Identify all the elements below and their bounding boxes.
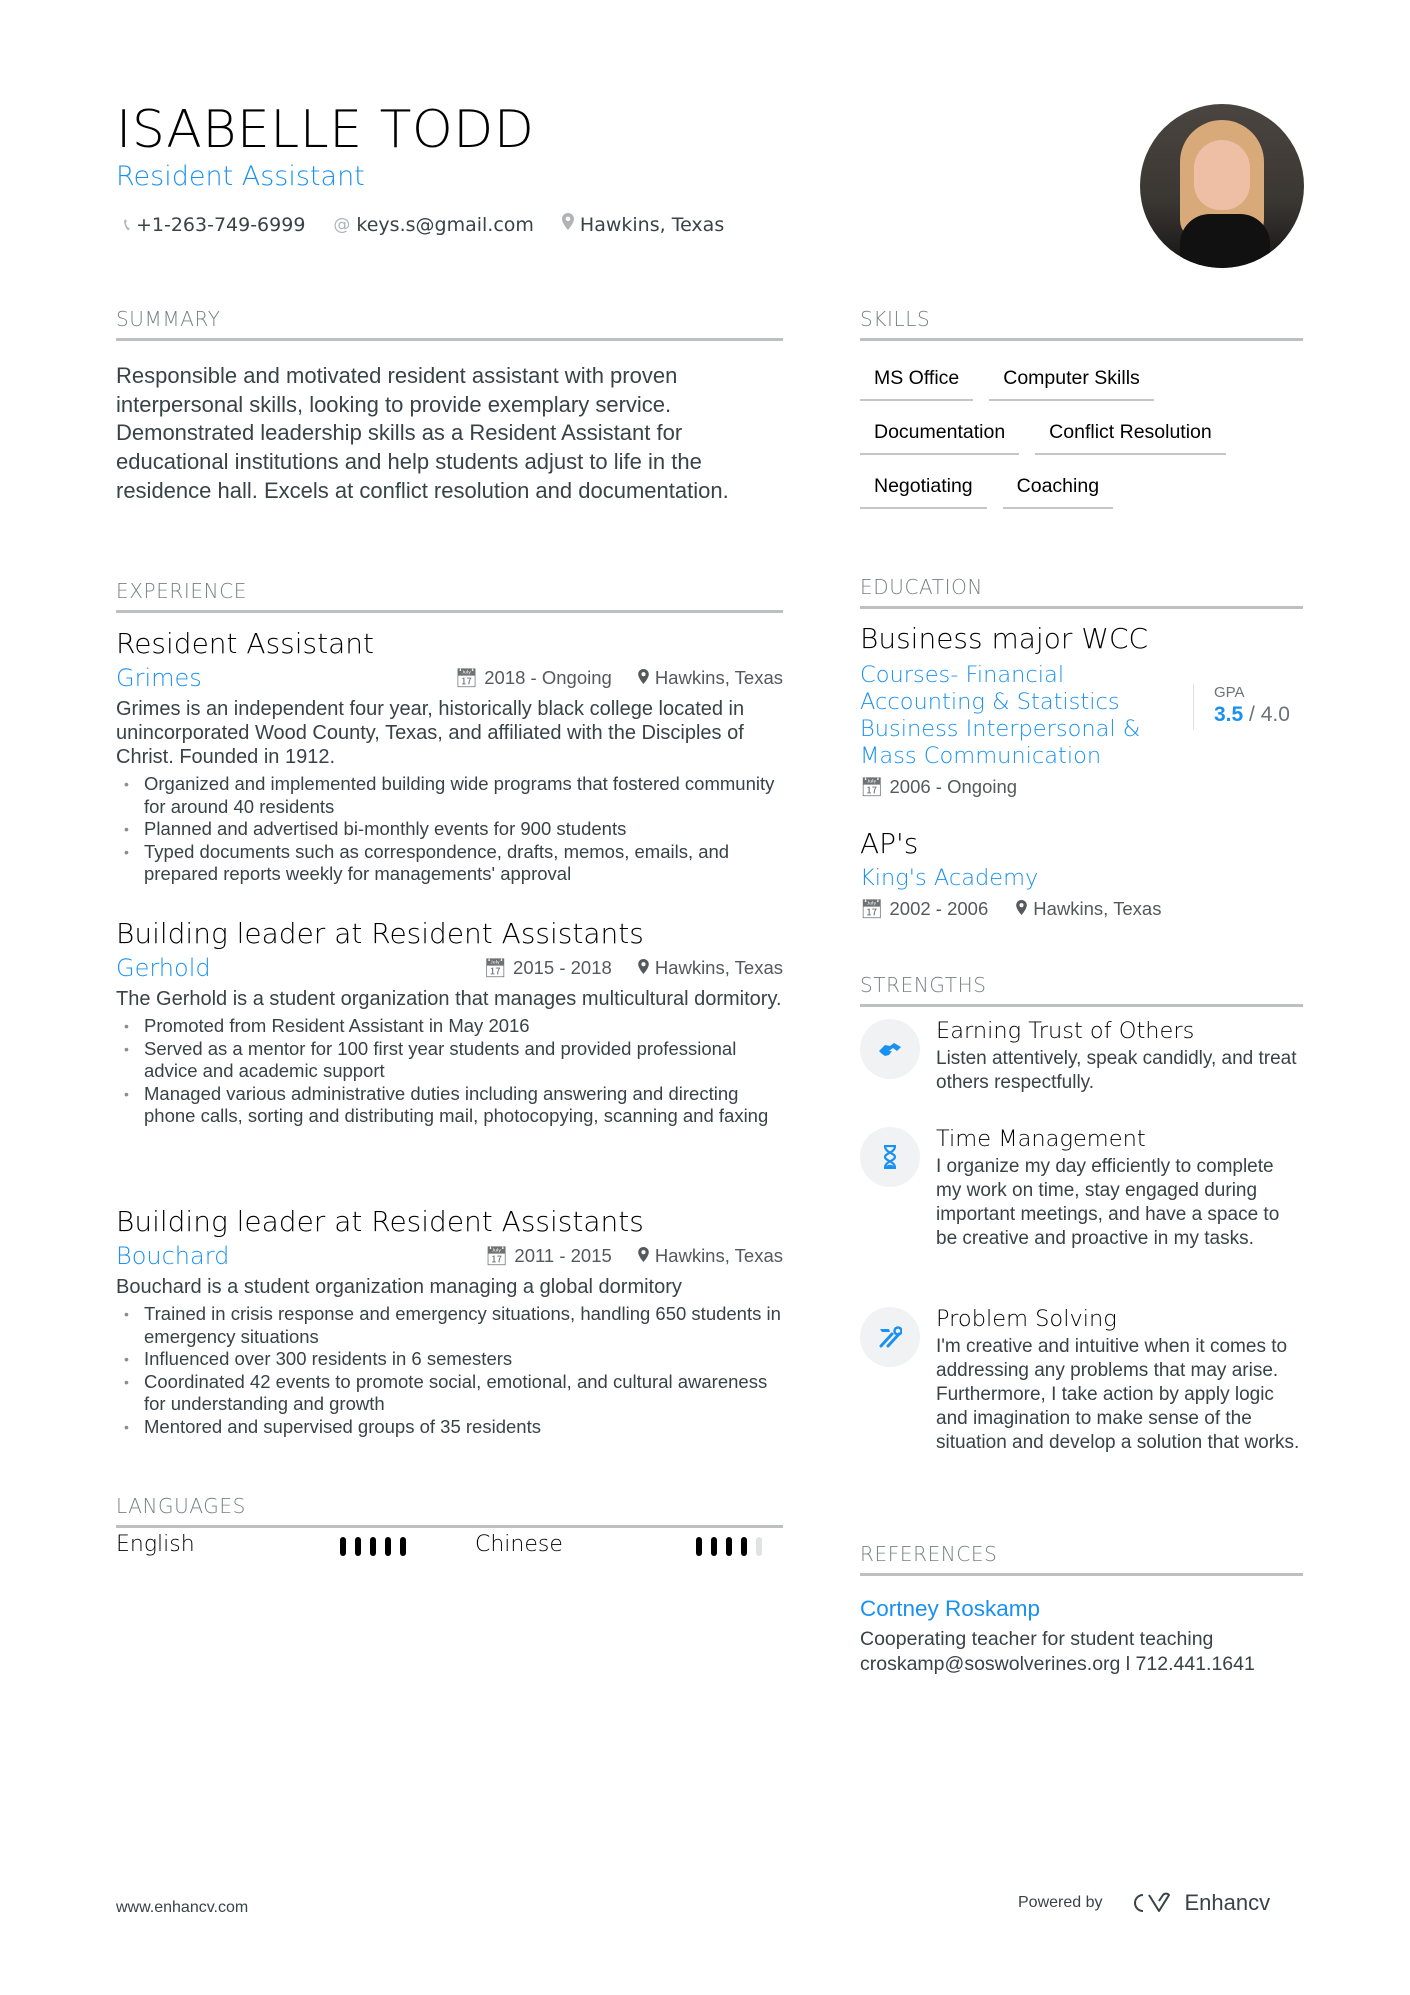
section-divider (860, 606, 1303, 609)
phone-icon: 📞︎ (124, 215, 130, 235)
gpa-value: 3.5 (1214, 703, 1244, 726)
summary-section (116, 307, 783, 506)
job-title: Building leader at Resident Assistants (116, 917, 644, 950)
strength-title: Earning Trust of Others (936, 1018, 1195, 1044)
website-link[interactable]: www.enhancv.com (116, 1899, 249, 1916)
company-name: Gerhold (116, 954, 211, 982)
reference-contact: croskamp@soswolverines.org l 712.441.1641 (860, 1653, 1255, 1675)
powered-by (1018, 1890, 1270, 1916)
enhancv-logo-icon (1127, 1891, 1173, 1915)
skill-tag: Coaching (1003, 473, 1113, 509)
education-location: Hawkins, Texas (1033, 898, 1162, 919)
skill-tag: Documentation (860, 419, 1019, 455)
company-name: Bouchard (116, 1242, 230, 1270)
location-value: Hawkins, Texas (579, 214, 725, 236)
job-dates: 2015 - 2018 (513, 957, 612, 978)
strength-title: Problem Solving (936, 1306, 1117, 1332)
job-dates: 2018 - Ongoing (484, 667, 612, 688)
handshake-icon (860, 1019, 920, 1079)
company-name: Grimes (116, 664, 202, 692)
location-pin-icon (638, 667, 649, 688)
job-description: Bouchard is a student organization managing a global dormitory (116, 1276, 682, 1298)
job-bullets (116, 1015, 783, 1128)
education-section (860, 575, 1303, 609)
job-description: The Gerhold is a student organization that manages multicultural dormitory. (116, 988, 782, 1010)
at-icon: @ (333, 215, 351, 235)
school-name: King's Academy (860, 865, 1039, 891)
skill-tag: Negotiating (860, 473, 987, 509)
strength-item (860, 1305, 1303, 1455)
job-description: Grimes is an independent four year, historically black college located in unincorporated Wood County, Texas, and affiliated with the Disciples of Christ. Founded in 1912. (116, 698, 745, 768)
contact-info (124, 212, 724, 238)
location-pin-icon (562, 212, 574, 238)
candidate-title: Resident Assistant (116, 161, 365, 192)
languages-heading: LANGUAGES (116, 1494, 246, 1518)
gpa-max: / 4.0 (1243, 703, 1290, 726)
education-heading: EDUCATION (860, 575, 983, 599)
language-chinese (475, 1532, 563, 1557)
summary-heading: SUMMARY (116, 307, 221, 331)
school-name: Courses- Financial Accounting & Statistics Business Interpersonal & Mass Communication (860, 662, 1141, 769)
language-name: English (116, 1532, 195, 1557)
enhancv-logo[interactable] (1127, 1890, 1271, 1916)
skill-tag: MS Office (860, 365, 973, 401)
job-bullet: • Trained in crisis response and emergency situations, handling 650 students in emergency situations (116, 1303, 783, 1348)
job-bullet: • Organized and implemented building wide programs that fostered community for around 40 residents (116, 773, 783, 818)
experience-section (116, 579, 783, 613)
gpa-block (1193, 684, 1303, 730)
language-level-bars (696, 1537, 762, 1556)
experience-item (116, 917, 783, 1128)
education-dates: 2006 - Ongoing (889, 776, 1018, 797)
strengths-section (860, 973, 1303, 1007)
job-bullet: • Typed documents such as correspondence, drafts, memos, emails, and prepared reports weekly for managements' approval (116, 841, 783, 886)
tools-icon (860, 1307, 920, 1367)
phone-value: +1-263-749-6999 (135, 214, 306, 236)
email-value: keys.s@gmail.com (356, 214, 534, 236)
profile-photo (1140, 104, 1304, 268)
strength-description: I'm creative and intuitive when it comes to addressing any problems that may arise. Furthermore, I take action by apply logic and imagination to make sense of the situation and develop a solution that works. (936, 1336, 1300, 1453)
job-title: Building leader at Resident Assistants (116, 1205, 644, 1238)
section-divider (116, 338, 783, 341)
section-divider (116, 1525, 783, 1528)
languages-section (116, 1494, 783, 1528)
degree: AP's (860, 827, 919, 860)
job-bullet: • Coordinated 42 events to promote social, emotional, and cultural awareness for understanding and growth (116, 1371, 783, 1416)
candidate-name: ISABELLE TODD (116, 100, 535, 160)
job-bullets (116, 773, 783, 886)
job-bullet: • Managed various administrative duties including answering and directing phone calls, sorting and distributing mail, photocopying, scanning and faxing (116, 1083, 783, 1128)
powered-by-label: Powered by (1018, 1894, 1103, 1911)
location-pin-icon (1016, 898, 1027, 919)
location-pin-icon (638, 957, 649, 978)
job-bullet: • Promoted from Resident Assistant in May 2016 (116, 1015, 783, 1038)
degree: Business major WCC (860, 622, 1149, 655)
section-divider (860, 1573, 1303, 1576)
calendar-icon: 📅︎ (860, 898, 884, 919)
hourglass-icon (860, 1127, 920, 1187)
contact-email[interactable] (333, 212, 534, 238)
skill-tag: Conflict Resolution (1035, 419, 1226, 455)
gpa-label: GPA (1214, 684, 1245, 701)
skill-tag: Computer Skills (989, 365, 1154, 401)
experience-item (116, 1205, 783, 1438)
job-bullet: • Influenced over 300 residents in 6 semesters (116, 1348, 783, 1371)
section-divider (860, 1004, 1303, 1007)
language-level-bars (340, 1537, 406, 1556)
skills-heading: SKILLS (860, 307, 931, 331)
education-dates: 2002 - 2006 (889, 898, 989, 919)
section-divider (860, 338, 1303, 341)
strength-item (860, 1017, 1303, 1095)
section-divider (116, 610, 783, 613)
calendar-icon: 📅︎ (454, 667, 479, 688)
experience-heading: EXPERIENCE (116, 579, 248, 603)
brand-name: Enhancv (1184, 1890, 1271, 1915)
job-location: Hawkins, Texas (654, 667, 783, 688)
references-section (860, 1542, 1303, 1677)
job-bullets (116, 1303, 783, 1438)
job-dates: 2011 - 2015 (514, 1245, 612, 1266)
education-item (860, 827, 1303, 920)
strengths-heading: STRENGTHS (860, 973, 987, 997)
job-title: Resident Assistant (116, 627, 374, 660)
reference-role: Cooperating teacher for student teaching (860, 1628, 1214, 1650)
calendar-icon: 📅︎ (483, 957, 508, 978)
contact-phone[interactable] (124, 212, 305, 238)
language-english (116, 1532, 195, 1557)
strength-description: Listen attentively, speak candidly, and treat others respectfully. (936, 1048, 1297, 1093)
language-name: Chinese (475, 1532, 563, 1557)
references-heading: REFERENCES (860, 1542, 998, 1566)
experience-item (116, 627, 783, 886)
education-item (860, 622, 1303, 798)
skills-section (860, 307, 1303, 509)
calendar-icon: 📅︎ (860, 776, 884, 797)
contact-location (562, 212, 724, 238)
location-pin-icon (638, 1245, 649, 1266)
job-bullet: • Planned and advertised bi-monthly events for 900 students (116, 818, 783, 841)
summary-text: Responsible and motivated resident assistant with proven interpersonal skills, looking to provide exemplary service. Demonstrated leadership skills as a Resident Assistant for educational institutions and help students adjust to life in the residence hall. Excels at conflict resolution and documentation. (116, 363, 729, 503)
calendar-icon: 📅︎ (484, 1245, 509, 1266)
job-location: Hawkins, Texas (654, 957, 783, 978)
job-bullet: • Served as a mentor for 100 first year students and provided professional advice and academic support (116, 1038, 783, 1083)
strength-description: I organize my day efficiently to complete my work on time, stay engaged during important meetings, and have a space to be creative and proactive in my tasks. (936, 1156, 1280, 1249)
reference-name: Cortney Roskamp (860, 1596, 1041, 1621)
job-bullet: • Mentored and supervised groups of 35 residents (116, 1416, 783, 1439)
job-location: Hawkins, Texas (654, 1245, 783, 1266)
strength-title: Time Management (936, 1126, 1146, 1152)
strength-item (860, 1125, 1303, 1251)
